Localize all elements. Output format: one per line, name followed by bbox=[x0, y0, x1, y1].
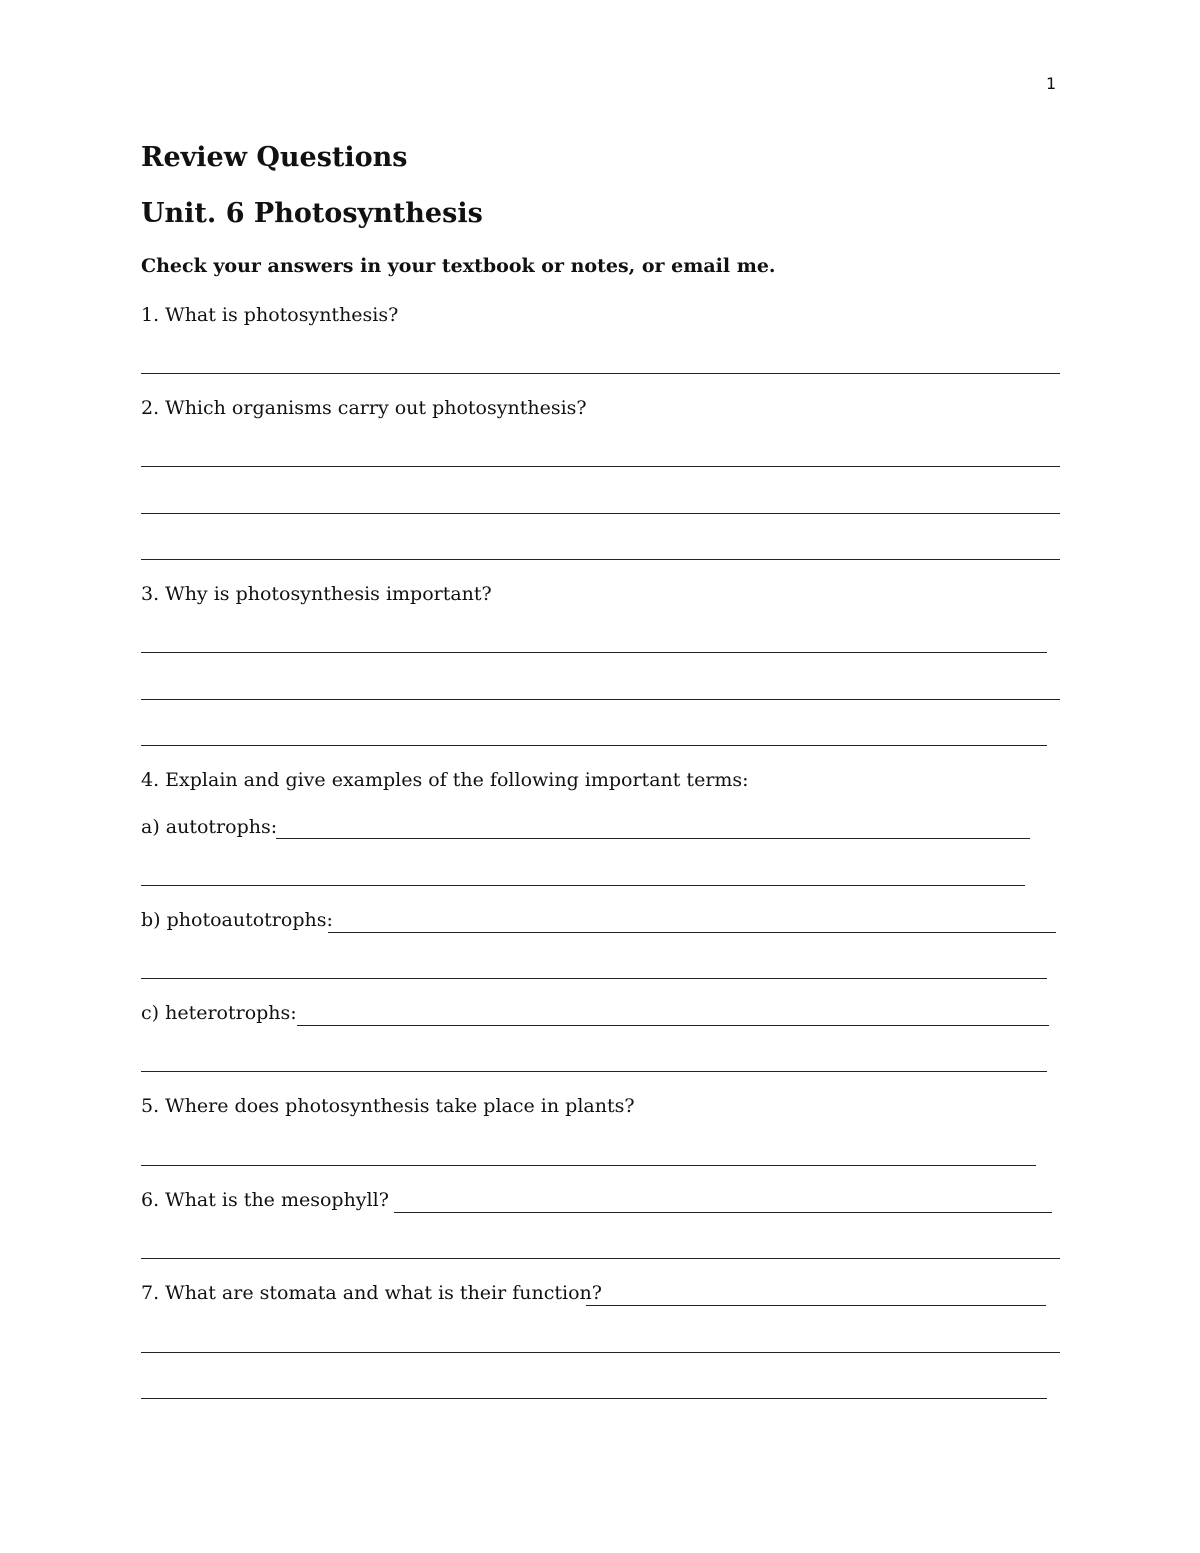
question-1: 1. What is photosynthesis? bbox=[141, 304, 399, 326]
answer-line[interactable] bbox=[141, 513, 1060, 514]
answer-line[interactable] bbox=[141, 466, 1060, 467]
term-heterotrophs-label: c) heterotrophs: bbox=[141, 1002, 297, 1024]
answer-line[interactable] bbox=[328, 932, 1056, 933]
instructions: Check your answers in your textbook or notes, or email me. bbox=[141, 255, 776, 277]
answer-line[interactable] bbox=[297, 1025, 1049, 1026]
answer-line[interactable] bbox=[141, 1352, 1060, 1353]
term-photoautotrophs-label: b) photoautotrophs: bbox=[141, 909, 333, 931]
answer-line[interactable] bbox=[141, 1398, 1047, 1399]
question-2: 2. Which organisms carry out photosynthesis? bbox=[141, 397, 587, 419]
unit-subtitle: Unit. 6 Photosynthesis bbox=[141, 198, 483, 229]
question-7: 7. What are stomata and what is their function? bbox=[141, 1282, 602, 1304]
answer-line[interactable] bbox=[141, 1258, 1060, 1259]
page-title: Review Questions bbox=[141, 142, 408, 173]
answer-line[interactable] bbox=[141, 978, 1047, 979]
question-3: 3. Why is photosynthesis important? bbox=[141, 583, 492, 605]
answer-line[interactable] bbox=[141, 373, 1060, 374]
answer-line[interactable] bbox=[276, 838, 1030, 839]
question-5: 5. Where does photosynthesis take place in plants? bbox=[141, 1095, 635, 1117]
answer-line[interactable] bbox=[141, 1165, 1036, 1166]
page-number: 1 bbox=[1046, 74, 1057, 93]
answer-line[interactable] bbox=[141, 652, 1047, 653]
answer-line[interactable] bbox=[141, 559, 1060, 560]
answer-line[interactable] bbox=[141, 699, 1060, 700]
answer-line[interactable] bbox=[586, 1305, 1046, 1306]
term-autotrophs-label: a) autotrophs: bbox=[141, 816, 278, 838]
answer-line[interactable] bbox=[141, 1071, 1047, 1072]
question-6: 6. What is the mesophyll? bbox=[141, 1189, 389, 1211]
question-4: 4. Explain and give examples of the following important terms: bbox=[141, 769, 749, 791]
answer-line[interactable] bbox=[394, 1212, 1052, 1213]
answer-line[interactable] bbox=[141, 885, 1025, 886]
answer-line[interactable] bbox=[141, 745, 1047, 746]
